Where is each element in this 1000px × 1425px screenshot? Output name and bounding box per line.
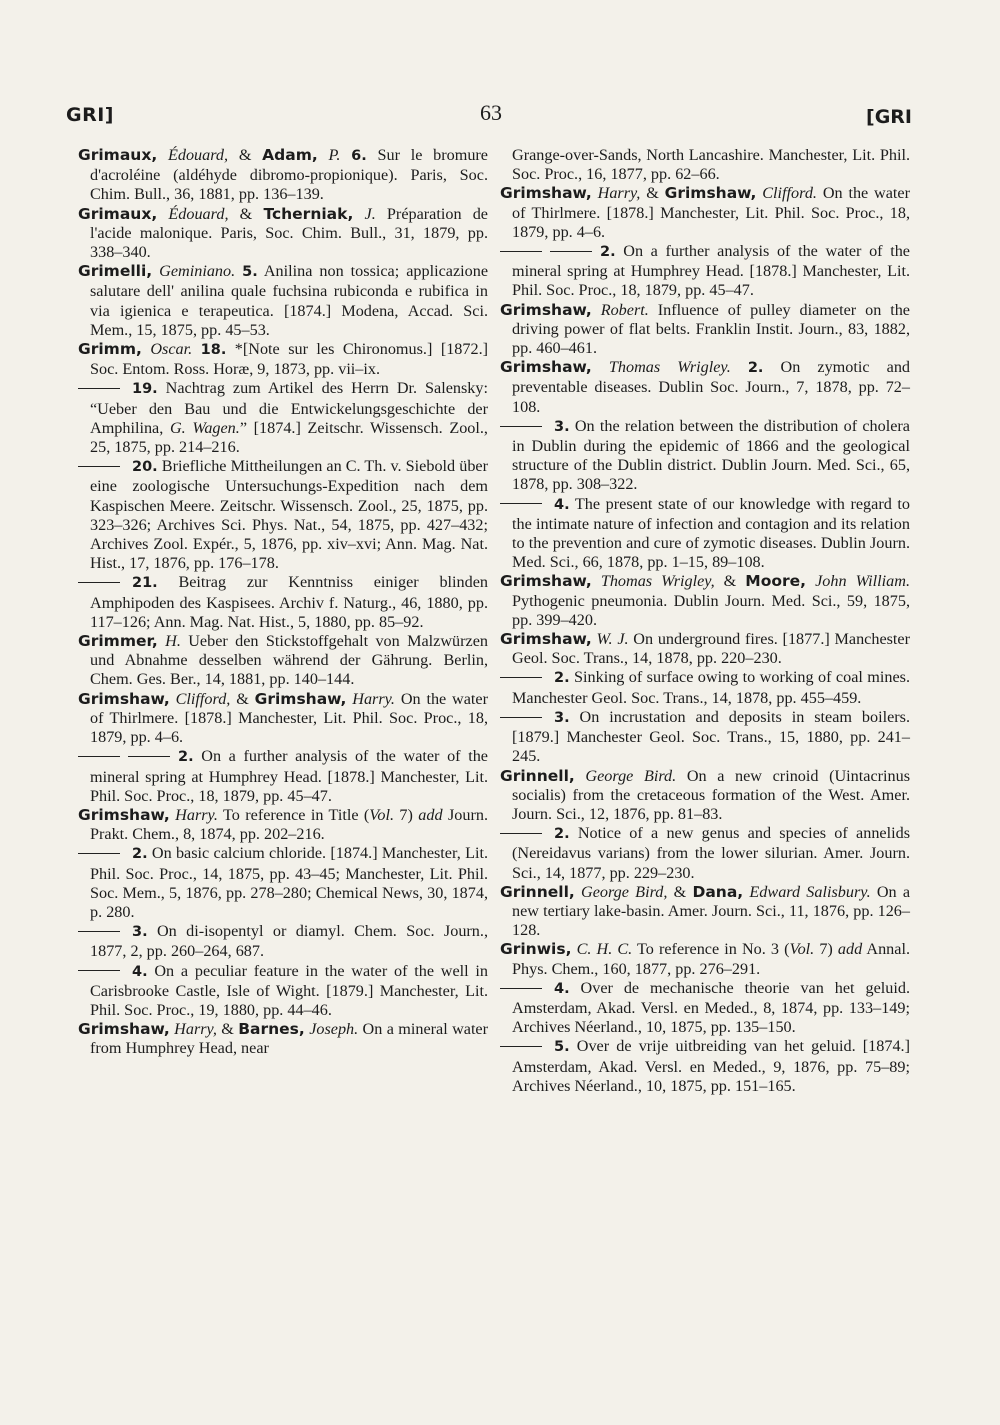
italic-text: Édouard, — [168, 204, 229, 223]
bibliography-entry — [78, 690, 488, 748]
entry-text: The present state of our knowledge with regard to the intimate nature of infection and contagion and its relation to the prevention and cure of zymotic diseases. Dublin Journ. Med. Sci., 66, 1878, pp. 1–15, 89–108. — [512, 494, 910, 572]
author-name: Grimmer, — [78, 632, 158, 651]
entry-text: On incrustation and deposits in steam boilers. [1879.] Manchester Geol. Soc. Trans., 15, 1880, pp. 241–245. — [512, 707, 910, 766]
bibliography-entry — [78, 1020, 488, 1058]
entry-text: On zymotic and preventable diseases. Dublin Soc. Journ., 7, 1878, pp. 72–108. — [512, 358, 911, 416]
entry-text: & — [714, 572, 746, 591]
entry-text: On a further analysis of the water of the mineral spring at Humphrey Head. [1878.] Manchester, Lit. Phil. Soc. Proc., 18, 1879, pp. 45–47. — [512, 242, 910, 300]
author-name: Grimshaw, — [254, 689, 347, 708]
entry-number: 18. — [200, 342, 227, 359]
italic-text: Edward Salisbury. — [749, 882, 871, 901]
entry-number: 21. — [132, 575, 158, 592]
entry-text: & — [640, 184, 665, 203]
entry-number: 4. — [554, 496, 570, 513]
entry-text: Sinking of surface owing to working of coal mines. Manchester Geol. Soc. Trans., 14, 1878, pp. 455–459. — [512, 668, 910, 707]
bibliography-entry — [500, 824, 910, 883]
italic-text: Clifford. — [762, 184, 817, 203]
italic-text: Thomas Wrigley. — [608, 358, 731, 377]
bibliography-entry — [78, 146, 488, 205]
ditto-dash — [78, 466, 120, 467]
entry-number: 6. — [351, 148, 367, 164]
bibliography-entry — [500, 883, 910, 941]
author-name: Barnes, — [238, 1020, 305, 1039]
entry-text — [731, 358, 748, 376]
entry-text: Over de vrije uitbreiding van het geluid. [1874.] Amsterdam, Akad. Versl. en Meded., 9, 1876, pp. 75–89; Archives Néerland., 10, 1875, pp. 151–165. — [512, 1037, 910, 1095]
entry-text — [592, 358, 609, 376]
entry-text — [592, 572, 601, 590]
entry-text: On a new tertiary lake-basin. Amer. Journ. Sci., 11, 1876, pp. 126–128. — [512, 882, 911, 940]
entry-text — [353, 205, 364, 223]
entry-text: Journ. Prakt. Chem., 8, 1874, pp. 202–216. — [90, 805, 488, 844]
ditto-dash — [500, 426, 542, 427]
ditto-dash — [78, 853, 120, 854]
entry-text: To reference in Title ( — [217, 805, 370, 824]
bibliography-entry — [500, 146, 910, 184]
author-name: Dana, — [692, 882, 744, 901]
entry-text: & — [228, 204, 264, 223]
bibliography-entry — [78, 747, 488, 806]
italic-text: C. H. C. — [576, 940, 633, 959]
bibliography-entry — [500, 767, 910, 825]
italic-text: Vol. — [369, 805, 395, 824]
entry-text — [340, 146, 351, 164]
ditto-dash — [78, 388, 120, 389]
italic-text: Harry. — [175, 805, 218, 824]
entry-text: & — [228, 146, 263, 164]
italic-text: Robert. — [600, 300, 649, 319]
entry-number: 3. — [554, 418, 570, 435]
author-name: Tcherniak, — [263, 204, 354, 223]
entry-text: Grange-over-Sands, North Lancashire. Manchester, Lit. Phil. Soc. Proc., 16, 1877, pp. 62–66. — [512, 146, 910, 184]
entry-text: To reference in No. 3 ( — [632, 940, 790, 959]
ditto-dash — [500, 251, 542, 252]
italic-text: Clifford, — [175, 689, 231, 708]
bibliography-entry — [78, 379, 488, 457]
italic-text: Harry, — [174, 1020, 217, 1039]
ditto-dash — [500, 677, 542, 678]
bibliography-entry — [500, 1037, 910, 1096]
author-name: Grimshaw, — [500, 630, 592, 649]
entry-number: 20. — [132, 459, 158, 476]
bibliography-entry — [500, 668, 910, 707]
entry-number: 3. — [132, 924, 148, 941]
author-name: Grinwis, — [500, 940, 572, 959]
italic-text: add — [837, 940, 863, 959]
italic-text: George Bird, — [581, 882, 668, 901]
bibliography-entry — [500, 184, 910, 242]
entry-text — [157, 146, 168, 164]
italic-text: Vol. — [789, 940, 815, 959]
entry-text: Préparation de l'acide malonique. Paris, Soc. Chim. Bull., 31, 1879, pp. 338–340. — [90, 204, 488, 262]
bibliography-entry — [500, 940, 910, 978]
italic-text: W. J. — [596, 630, 629, 649]
entry-text: Influence of pulley diameter on the driving power of flat belts. Franklin Instit. Journ., 83, 1882, pp. 460–461. — [512, 300, 910, 358]
author-name: Grimshaw, — [78, 1020, 170, 1039]
italic-text: Joseph. — [309, 1020, 359, 1039]
entry-number: 5. — [554, 1039, 570, 1056]
entry-text: Ueber den Stickstoffgehalt von Malzwürzen und Abnahme desselben während der Gährung. Berlin, Chem. Ges. Ber., 14, 1881, pp. 140–144. — [90, 632, 489, 689]
entry-text: On a new crinoid (Uintacrinus socialis) from the cretaceous formation of the West. Amer. Journ. Sci., 12, 1876, pp. 81–83. — [512, 766, 911, 823]
entry-text: Annal. Phys. Chem., 160, 1877, pp. 276–291. — [512, 940, 911, 978]
bibliography-entry — [500, 979, 910, 1038]
entry-text: On the water of Thirlmere. [1878.] Manchester, Lit. Phil. Soc. Proc., 18, 1879, pp. 4–6. — [512, 184, 911, 241]
author-name: Grinnell, — [500, 882, 575, 901]
entry-number: 4. — [132, 963, 148, 980]
bibliography-entry — [500, 417, 910, 495]
entry-text: On basic calcium chloride. [1874.] Manchester, Lit. Phil. Soc. Proc., 14, 1875, pp. 43–45; Manchester, Lit. Phil. Soc. Mem., 5, 1876, pp. 278–280; Chemical News, 30, 1874, p. 280. — [90, 844, 488, 921]
entry-number: 2. — [600, 244, 616, 261]
entry-text: On a mineral water from Humphrey Head, near — [90, 1020, 489, 1058]
left-column — [78, 146, 488, 1059]
bibliography-entry — [78, 922, 488, 961]
header-right: [GRI — [866, 106, 912, 128]
entry-text: On di-isopentyl or diamyl. Chem. Soc. Journ., 1877, 2, pp. 260–264, 687. — [90, 922, 488, 961]
author-name: Grimm, — [78, 340, 142, 359]
entry-text — [806, 572, 815, 590]
bibliography-entry — [500, 301, 910, 359]
italic-text: Thomas Wrigley, — [600, 572, 715, 591]
entry-text: On a further analysis of the water of the mineral spring at Humphrey Head. [1878.] Manchester, Lit. Phil. Soc. Proc., 18, 1879, pp. 45–47. — [90, 747, 488, 805]
author-name: Grimshaw, — [500, 300, 592, 319]
author-name: Grimaux, — [78, 204, 158, 223]
ditto-dash — [500, 988, 542, 989]
entry-text: Briefliche Mittheilungen an C. Th. v. Siebold über eine zoologische Untersuchungs-Expedition nach dem Kaspischen Meere. Zeitschr. Wissensch. Zool., 25, 1875, pp. 323–326; Archives Sci. Phys. Nat., 54, 1875, pp. 427–432; Archives Zool. Expér., 5, 1876, pp. xiv–xvi; Ann. Mag. Nat. Hist., 17, 1876, pp. 176–178. — [90, 457, 488, 573]
entry-text — [575, 767, 586, 785]
ditto-dash — [78, 970, 120, 971]
italic-text: J. — [364, 204, 376, 223]
entry-text — [192, 340, 200, 358]
bibliography-entry — [500, 358, 910, 417]
bibliography-entry — [78, 806, 488, 844]
author-name: Grimshaw, — [78, 689, 170, 708]
bibliography-entry — [78, 340, 488, 379]
author-name: Grimshaw, — [500, 184, 592, 203]
entry-number: 2. — [132, 846, 148, 863]
entry-number: 19. — [132, 381, 158, 398]
author-name: Grimshaw, — [78, 805, 170, 824]
italic-text: Édouard, — [167, 146, 229, 164]
entry-number: 2. — [554, 670, 570, 687]
author-name: Grimelli, — [78, 262, 153, 281]
entry-number: 2. — [178, 749, 194, 766]
entry-text: 7) — [814, 940, 838, 959]
ditto-dash — [128, 756, 170, 757]
entry-text — [318, 146, 329, 164]
italic-text: John William. — [815, 572, 910, 591]
ditto-dash — [500, 717, 542, 718]
entry-number: 5. — [242, 264, 258, 281]
author-name: Grinnell, — [500, 766, 575, 785]
bibliography-entry — [78, 205, 488, 263]
entry-number: 2. — [554, 826, 570, 843]
italic-text: Oscar. — [150, 340, 193, 359]
entry-text: Beitrag zur Kenntniss einiger blinden Amphipoden des Kaspisees. Archiv f. Naturg., 46, 1880, pp. 117–126; Ann. Mag. Nat. Hist., 5, 1880, pp. 85–92. — [90, 573, 488, 631]
author-name: Grimaux, — [78, 146, 158, 164]
bibliography-entry — [500, 495, 910, 573]
bibliography-entry — [78, 573, 488, 632]
entry-text — [592, 301, 601, 319]
entry-text: Nachtrag zum Artikel des Herrn Dr. Salensky: “Ueber den Bau und die Entwickelungsgeschichte der Amphilina, — [90, 379, 488, 437]
italic-text: Harry. — [352, 689, 395, 708]
entry-text: Over de mechanische theorie van het geluid. Amsterdam, Akad. Versl. en Meded., 8, 1874, pp. 133–149; Archives Néerland., 10, 1875, pp. 135–150. — [512, 978, 910, 1037]
italic-text: Geminiano. — [159, 262, 236, 281]
bibliography-entry — [78, 962, 488, 1021]
author-name: Adam, — [262, 146, 318, 164]
header-left: GRI] — [66, 104, 114, 126]
ditto-dash — [78, 582, 120, 583]
italic-text: add — [418, 805, 443, 824]
entry-text: Notice of a new genus and species of annelids (Nereidavus varians) from the lower silurian. Amer. Journ. Sci., 14, 1877, pp. 229–230. — [512, 824, 910, 882]
italic-text: H. — [165, 632, 181, 651]
entry-text: 7) — [394, 805, 419, 824]
right-column — [500, 146, 910, 1096]
author-name: Moore, — [745, 572, 807, 591]
bibliography-entry — [78, 844, 488, 922]
bibliography-entry — [500, 572, 910, 630]
entry-text: & — [216, 1020, 239, 1039]
italic-text: G. Wagen. — [169, 418, 240, 437]
bibliography-entry — [78, 262, 488, 340]
ditto-dash — [500, 503, 542, 504]
entry-number: 3. — [554, 709, 570, 726]
running-head — [66, 100, 912, 134]
bibliography-entry — [500, 708, 910, 767]
entry-number: 4. — [554, 980, 570, 997]
author-name: Grimshaw, — [500, 358, 592, 377]
italic-text: George Bird. — [585, 766, 677, 785]
entry-text: Sur le bromure d'acroléine (aldéhyde dibromo-propionique). Paris, Soc. Chim. Bull., 36, 1881, pp. 136–139. — [90, 146, 488, 204]
entry-text: On underground fires. [1877.] Manchester Geol. Soc. Trans., 14, 1878, pp. 220–230. — [512, 630, 911, 668]
entry-number: 2. — [747, 360, 764, 377]
author-name: Grimshaw, — [500, 572, 592, 591]
ditto-dash — [78, 756, 120, 757]
entry-text — [157, 205, 168, 223]
ditto-dash — [500, 1046, 542, 1047]
entry-text: On the water of Thirlmere. [1878.] Manchester, Lit. Phil. Soc. Proc., 18, 1879, pp. 4–6. — [90, 689, 489, 747]
ditto-dash — [550, 251, 592, 252]
bibliography-entry — [78, 632, 488, 690]
author-name: Grimshaw, — [664, 184, 757, 203]
entry-text: On the relation between the distribution of cholera in Dublin during the epidemic of 1866 and the geological structure of the Dublin district. Dublin Journ. Med. Sci., 65, 1878, pp. 308–322. — [512, 416, 910, 494]
page-number: 63 — [480, 100, 502, 125]
entry-text: & — [667, 882, 693, 901]
ditto-dash — [78, 931, 120, 932]
italic-text: P. — [328, 146, 341, 164]
ditto-dash — [500, 833, 542, 834]
entry-text: Pythogenic pneumonia. Dublin Journ. Med. Sci., 59, 1875, pp. 399–420. — [512, 591, 910, 629]
entry-text: ” [1874.] Zeitschr. Wissensch. Zool., 25, 1875, pp. 214–216. — [90, 418, 488, 457]
bibliography-entry — [78, 457, 488, 573]
bibliography-entry — [500, 630, 910, 668]
italic-text: Harry, — [597, 184, 641, 203]
bibliography-entry — [500, 242, 910, 301]
entry-text: Anilina non tossica; applicazione salutare dell' anilina quale fuchsina rubiconda e rubifica in via igienica e terapeutica. [1874.] Modena, Accad. Sci. Mem., 15, 1875, pp. 45–53. — [90, 262, 489, 339]
entry-text: & — [230, 689, 255, 708]
entry-text: On a peculiar feature in the water of the well in Carisbrooke Castle, Isle of Wight. [1879.] Manchester, Lit. Phil. Soc. Proc., 19, 1880, pp. 44–46. — [90, 961, 488, 1019]
entry-text: *[Note sur les Chironomus.] [1872.] Soc. Entom. Ross. Horæ, 9, 1873, pp. vii–ix. — [90, 340, 489, 379]
